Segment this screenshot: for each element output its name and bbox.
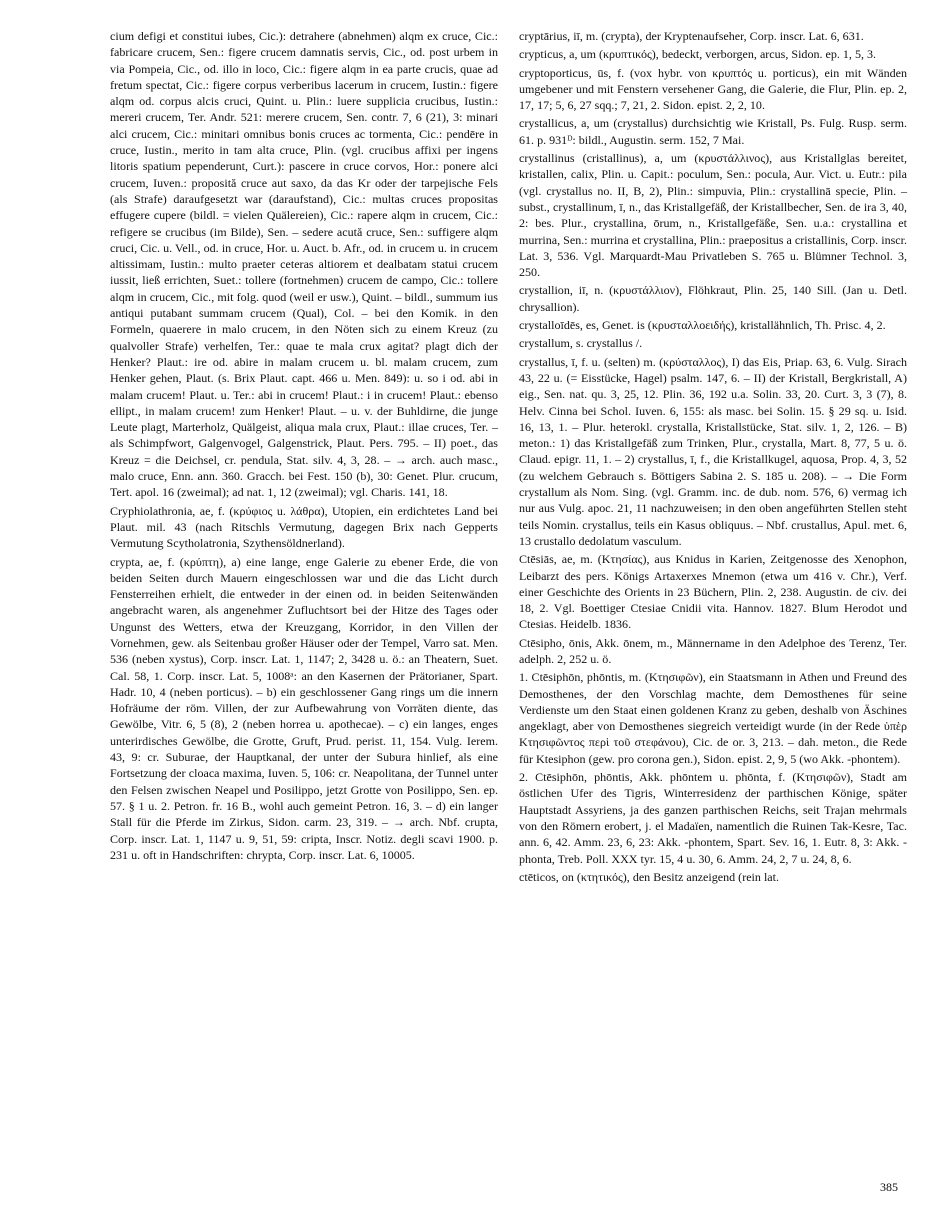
right-column (519, 28, 907, 887)
page-number: 385 (880, 1180, 898, 1194)
entry-crystallinus: crystallinus (cristallinus), a, um (κρυστάλλινος), aus Kristallglas bereitet, kristallen, calix, Plin. u. Capit.: poculum, Sen.: pocula, Aur. Vict. u. Eutr.: pila (vgl. crystallus no. II, B, 2), Plin.: simpuvia, Plin.: crystallinā specie, Plin. – subst., crystallinum, ī, n., das Kristallgefäß, der Kristallbecher, Sen. de ira 3, 40, 2: bes. Plur., crystallina, ōrum, n., Kristallgefäße, Sen. u.a.: crystallina et murrina, Sen.: murrina et crystallina, Plin.: praepositus a cristallinis, Corp. inscr. Lat. 3, 536. Vgl. Marquardt-Mau Privatleben S. 765 u. Blümner Technol. 3, 250. (519, 151, 907, 280)
entry-ctesipho: Ctēsipho, ōnis, Akk. ōnem, m., Männername in den Adelphoe des Terenz, Ter. adelph. 2, 252 u. ö. (519, 635, 907, 666)
entry-ctesiphon-1: 1. Ctēsiphōn, phōntis, m. (Κτησιφῶν), ein Staatsmann in Athen und Freund des Demosthenes, der den Vorschlag machte, dem Demosthenes für seine Verdienste um den Staat einen goldenen Kranz zu geben, deshalb von Äschines angeklagt, aber von Demosthenes siegreich verteidigt wurde (in der Rede ὑπὲρ Κτησιφῶντος περὶ τοῦ στεφάνου), Cic. de or. 3, 213. – dah. meton., die Rede für Ktesiphon (gew. pro corona gen.), Sidon. epist. 2, 9, 5 (wo Akk. -phontem). (519, 670, 907, 766)
entry-cryphiolathronia: Cryphiolathronia, ae, f. (κρύφιος u. λάθρα), Utopien, ein erdichtetes Land bei Plaut. mil. 43 (nach Ritschls Vermutung, dagegen Brix nach Gepperts Vermutung Scytholatronia, Szythensöldnerland). (110, 503, 498, 551)
entry-crypta: crypta, ae, f. (κρύπτη), a) eine lange, enge Galerie zu ebener Erde, die von beiden Seiten durch Mauern eingeschlossen war und die das Licht durch Fensterreihen erhielt, die entweder in der einen od. in beiden Seitenwänden angebracht waren, als angenehmer Zufluchtsort bei der Hitze des Tages oder Ungunst des Wetters, etwa der Kreuzgang, Korridor, in den Villen der Vornehmen, gew. als Seitenbau großer Häuser oder der Tempel, Varro sat. Men. 536 (neben xystus), Corp. inscr. Lat. 1, 1147; 2, 3428 u. ö.: an Theatern, Suet. Cal. 58, 1. Corp. inscr. Lat. 5, 1008ᵃ: an den Kasernen der Prätorianer, Spart. Hadr. 10, 4 (neben porticus). – b) ein geschlossener Gang rings um die innern Hofräume der röm. Villen, der zur Aufbewahrung von Vorräten diente, das Gewölbe, Vitr. 6, 5 (8), 2 (neben horrea u. apothecae). – c) ein langes, enges unterirdisches Gewölbe, die Grotte, Gruft, Prud. perist. 11, 154. Vulg. Ierem. 43, 9: cr. Suburae, der Hauptkanal, der unter der Subura hinlief, als eine Fortsetzung der cloaca maxima, Iuven. 5, 106: cr. Neapolitana, der Tunnel unter den Felsen zwischen Neapel und Posilippo, jetzt Grotte von Posilippo, Sen. ep. 57. § 1 u. 2. Petron. fr. 16 B., wohl auch gemeint Petron. 16, 3. – d) ein langer Stall für die Pferde im Zirkus, Sidon. carm. 23, 319. – → arch. Nbf. crupta, Corp. inscr. Lat. 1, 1147 u. 9, 51, 59: cripta, Inscr. Notiz. degli scavi 1900. p. 231 u. oft in Handschriften: chrypta, Corp. inscr. Lat. 6, 10005. (110, 554, 498, 862)
entry-ctesiphon-2: 2. Ctēsiphōn, phōntis, Akk. phōntem u. phōnta, f. (Κτησιφῶν), Stadt am östlichen Ufer des Tigris, Winterresidenz der parthischen Könige, später Hauptstadt Assyriens, ja des ganzen parthischen Reichs, seit Trajan mehrmals von den Römern erobert, j. el Madaïen, namentlich die Ruinen Tak-Kesre, Tac. ann. 6, 42. Amm. 23, 6, 23: Akk. -phontem, Spart. Sev. 16, 1. Eutr. 8, 3: Akk. -phonta, Treb. Poll. XXX tyr. 15, 4 u. 30, 6. Amm. 24, 2, 7 u. 24, 8, 6. (519, 770, 907, 866)
entry-crystallion: crystallion, iī, n. (κρυστάλλιον), Flöhkraut, Plin. 25, 140 Sill. (Jan u. Detl. chrysallion). (519, 283, 907, 314)
entry-crystallum: crystallum, s. crystallus /. (519, 336, 643, 351)
entry-crypticus: crypticus, a, um (κρυπτικός), bedeckt, verborgen, arcus, Sidon. ep. 1, 5, 3. (519, 47, 877, 62)
left-column (110, 28, 498, 865)
entry-ctesias: Ctēsiās, ae, m. (Κτησίας), aus Knidus in Karien, Zeitgenosse des Xenophon, Leibarzt des pers. Königs Artaxerxes Mnemon (etwa um 416 v. Chr.), Verf. einer Geschichte des Orients in 23 Büchern, Plin. 2, 238. Augustin. de civ. dei 18, 2. Vgl. Boettiger Ctesiae Cnidii vita. Hannov. 1827. Blum Herodot und Ctesias. Heidelb. 1836. (519, 552, 907, 632)
entry-crystallicus: crystallicus, a, um (crystallus) durchsichtig wie Kristall, Ps. Fulg. Rusp. serm. 61. p. 931ᴰ: bildl., Augustin. serm. 152, 7 Mai. (519, 116, 907, 147)
entry-crystallus: crystallus, ī, f. u. (selten) m. (κρύσταλλος), I) das Eis, Priap. 63, 6. Vulg. Sirach 43, 22 u. (= Eisstücke, Hagel) psalm. 147, 6. – II) der Kristall, Bergkristall, A) eig., Sen. nat. qu. 3, 25, 12. Plin. 36, 192 u.a. Solin. 33, 20. Curt. 3, 3 (7), 8. Helv. Cinna bei Schol. Iuven. 6, 155: als masc. bei Solin. 15. § 29 sq. u. Isid. 16, 13, 1. – Plur. heterokl. crystalla, Kristallstücke, Stat. silv. 1, 2, 126. – B) meton.: 1) das Kristallgefäß zum Trinken, Plur., crystalla, Mart. 8, 77, 5 u. ö. Claud. epigr. 11, 1. – 2) crystallus, ī, f., die Kristallkugel, aquosa, Prop. 4, 3, 52 (zu welchem Gebrauch s. Böttigers Sabina 2. S. 185 u. 208). – → Die Form crystallum als Nom. Sing. (vgl. Gramm. inc. de dub. nom. 576, 6) vermag ich nur aus Vulg. apoc. 21, 11 nachzuweisen; in den oben angeführten Stellen steht teils Nomin. crystallus, teils ein Kasus obliquus. – Nbf. crustallus, Apul. met. 6, 13 crustallo dedolatum vasculum. (519, 354, 907, 548)
entry-cryptarius: cryptārius, iī, m. (crypta), der Kryptenaufseher, Corp. inscr. Lat. 6, 631. (519, 29, 864, 43)
entry-cryptoporticus: cryptoporticus, ūs, f. (vox hybr. von κρυπτός u. porticus), ein mit Wänden umgebener und mit Fenstern versehener Gang, die Galerie, die Flur, Plin. ep. 2, 17, 17; 5, 6, 27 sqq.; 7, 21, 2. Sidon. epist. 2, 2, 10. (519, 65, 907, 113)
entry-crystalloides: crystalloīdēs, es, Genet. is (κρυσταλλοειδής), kristallähnlich, Th. Prisc. 4, 2. (519, 318, 886, 333)
entry-cteticos: ctēticos, on (κτητικός), den Besitz anzeigend (rein lat. (519, 869, 779, 884)
entry-crux-continued: cium defigi et constitui iubes, Cic.): detrahere (abnehmen) alqm ex cruce, Cic.: fabricare crucem, Sen.: figere crucem damnatis servis, Cic., od. post urbem in via Pompeia, Cic., od. illo in loco, Cic.: figere alqm in ea parte crucis, quae ad fretum spectat, Cic.: figere corpus verberibus lacerum in crucem, Iustin.: figere alqm od. corpus alcis cruci, Quint. u. Plin.: luere supplicia crucibus, Iustin.: mereri crucem, Ter. Andr. 521: merere crucem, Sen. contr. 7, 6 (21), 3: minari alci crucem, Cic.: minitari omnibus bonis cruces ac tormenta, Cic.: pendēre in cruce, Iustin., merito in tam alta cruce, Plin. (vgl. crucibus affixi per ingens litoris spatium pependerunt, Curt.): pascere in cruce corvos, Hor.: ponere alci crucem, Iuven.: proposită cruce aut saxo, da das Kr oder der tarpejische Fels (als Strafe) daraufgesetzt war (daraufstand), Cic.: multas cruces propositas effugere cupere (bildl. = vielen Quälereien), Cic.: rapere alqm in crucem, Cic.: refigere se crucibus (im Bilde), Sen. – sedere acută cruce, Sen.: suffigere alqm cruci, Cic. u. Vell., od. in cruce, Hor. u. Auct. b. Afr., od. in crucem u. in crucem altissimam, Iustin.: multo praeter ceteras altiorem et dealbatam statui crucem iussit, ließ errichten, Suet.: tollere (fortnehmen) crucem de campo, Cic.: tollere alqm in crucem, Cic., mit folg. quod (weil er usw.), Quint. – bildl., summum ius antiqui putabant summam crucem (Qual), Col. – bei den Komik. in den Formeln, quaerere in malo crucem, in den Nöten sich zu einem Kreuz (zu qualvoller Strafe) verhelfen, Ter.: quae te mala crux agitat? plagt dich der Henker? Plaut.: ire od. abire in malam crucem u. bl. malam crucem, zum Henker gehen, Plaut. (s. Brix Plaut. capt. 466 u. Men. 849): u. so i od. abi in malam crucem! Plaut. u. Ter.: abi in crucem! Plaut.: i in crucem! Plaut.: ebenso ellipt., in malam crucem! zum Henker! Plaut. – u. v. der Buhldirne, die junge Leute plagt, Marterholz, Quälgeist, aliqua mala crux, Plaut.: illae cruces, Ter. – als Schimpfwort, Galgenvogel, Galgenstrick, Plaut. Pers. 795. – II) poet., das Kreuz = die Deichsel, cr. pendula, Stat. silv. 4, 3, 28. – → arch. auch masc., malo cruce, Enn. ann. 360. Gracch. bei Fest. 150 (b), 30: Genet. Plur. crucum, Tert. apol. 16 (zweimal); ad nat. 1, 12 (zweimal); vgl. Charis. 141, 18. (110, 29, 498, 500)
